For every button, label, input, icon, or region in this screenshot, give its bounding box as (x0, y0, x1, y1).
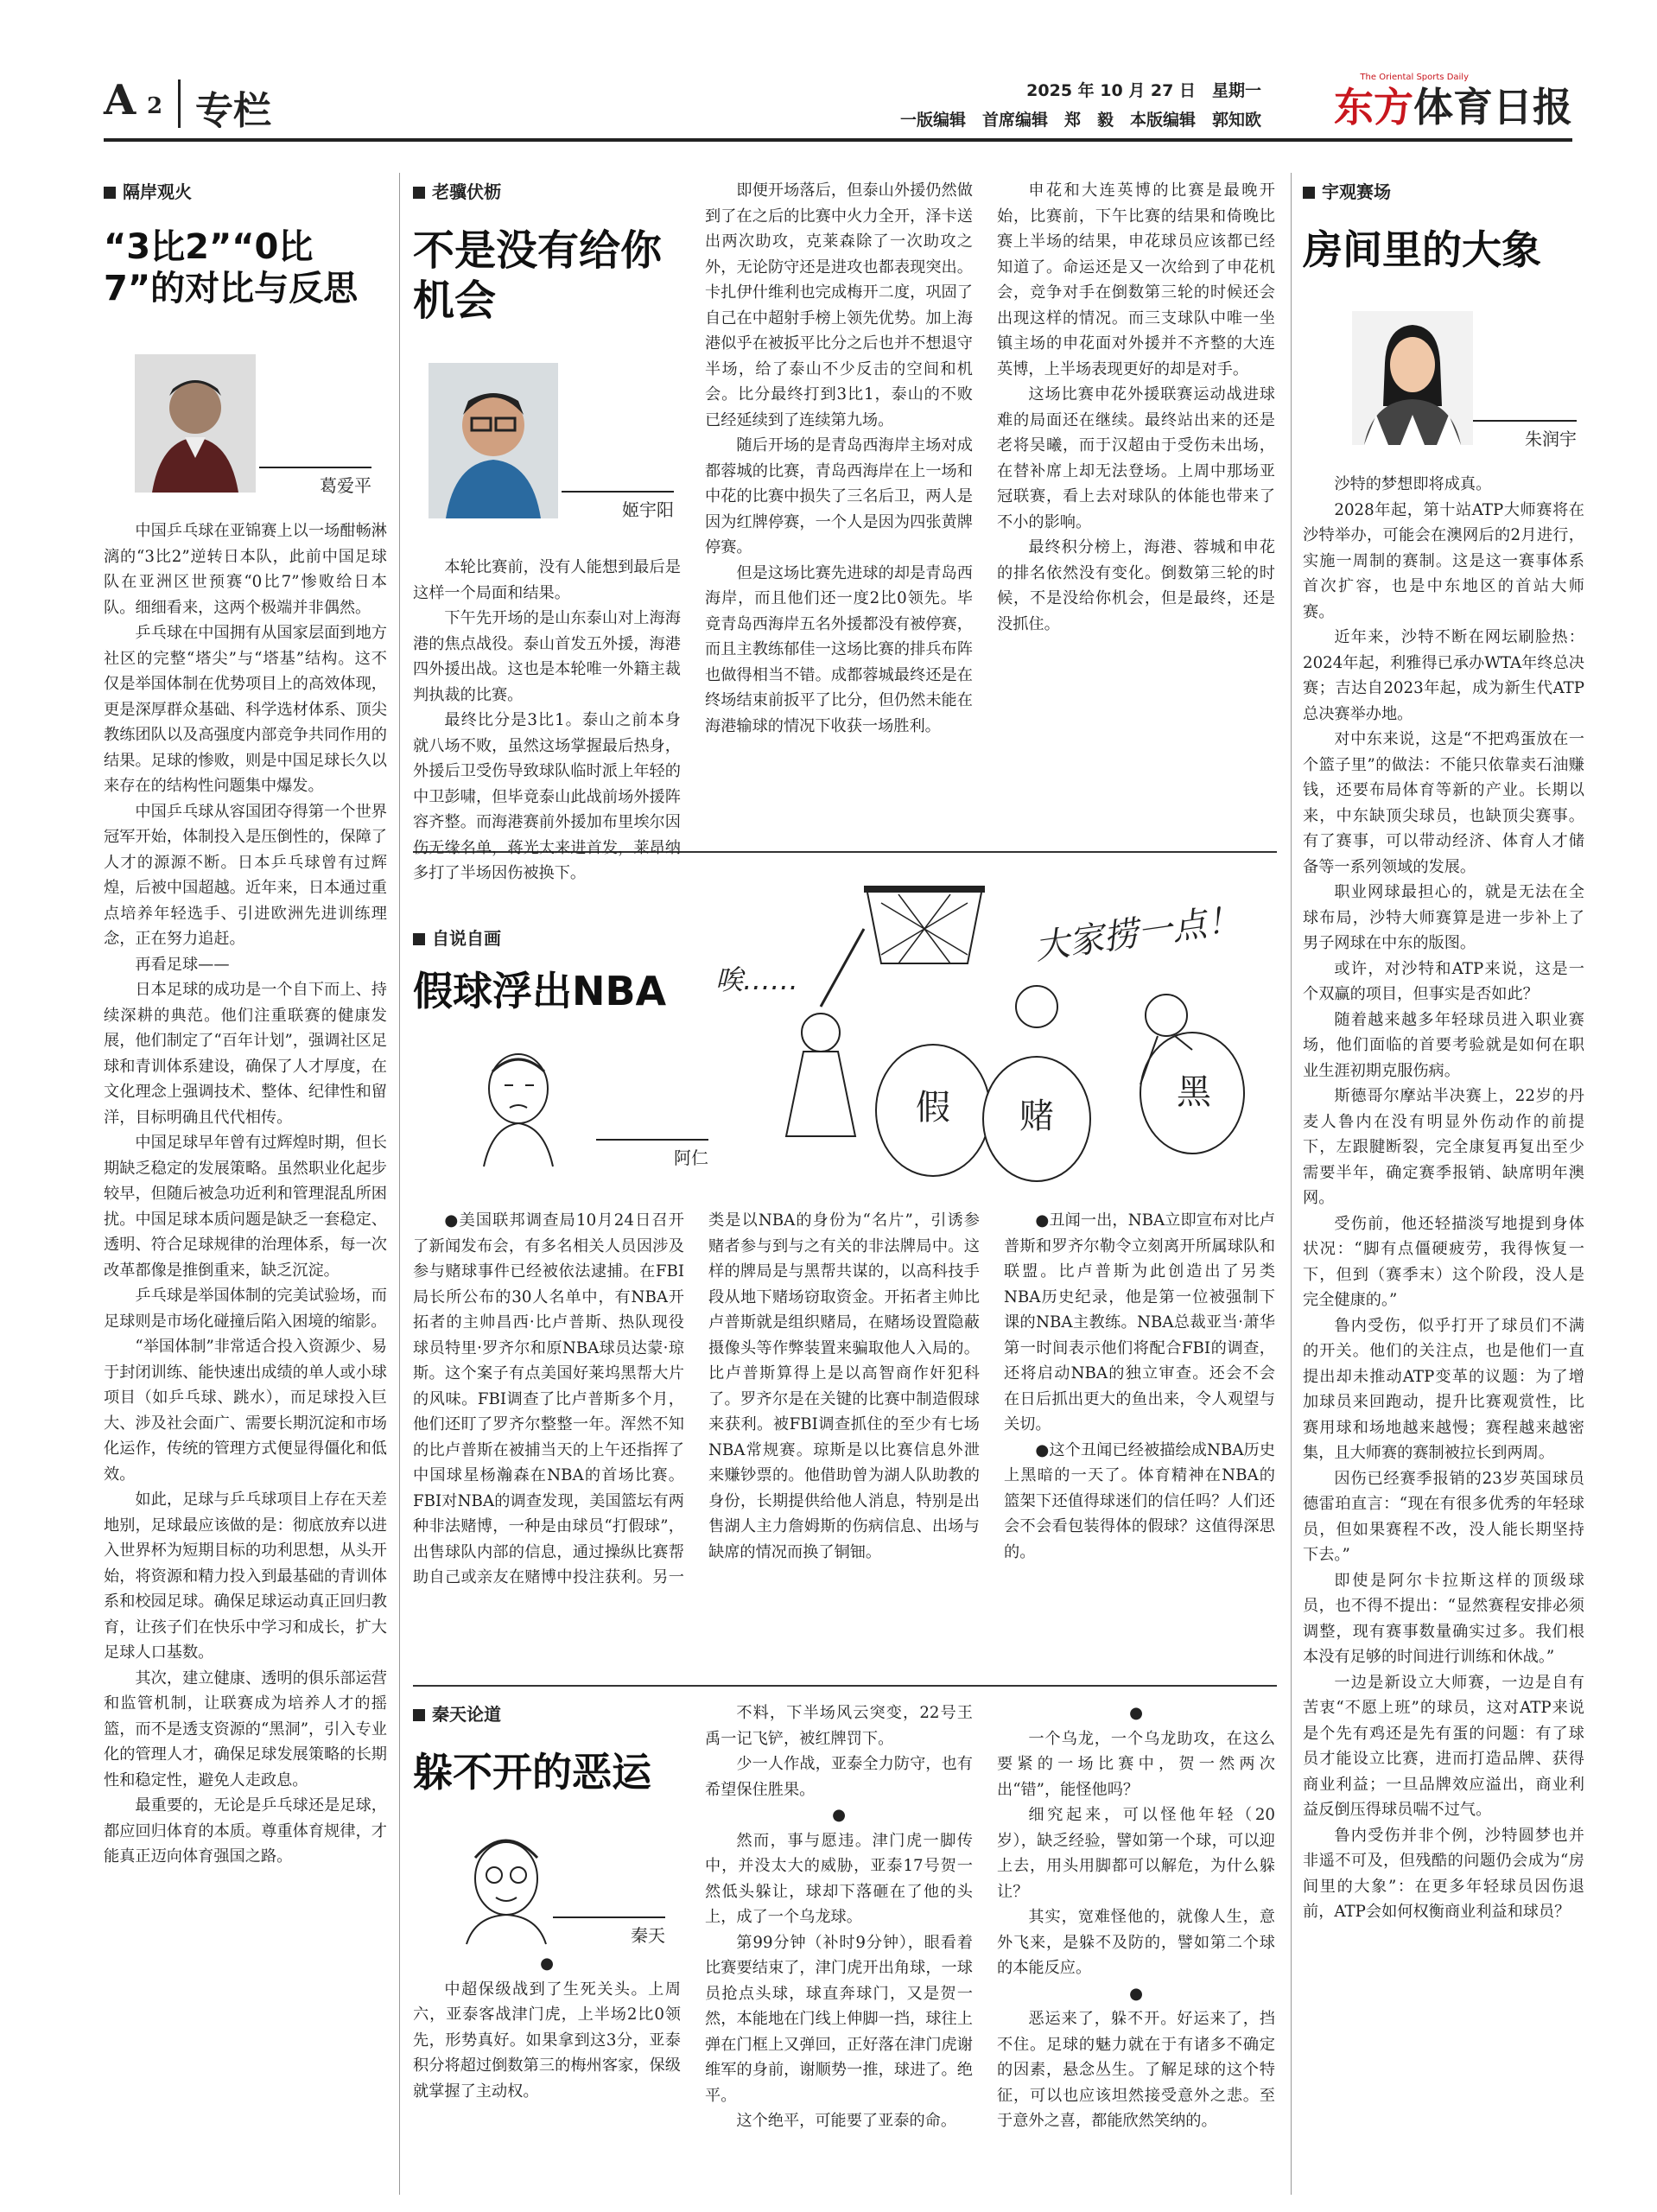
section-rule (413, 1685, 1277, 1687)
paragraph: 本轮比赛前，没有人能想到最后是这样一个局面和结果。 (413, 558, 681, 602)
paragraph: 斯德哥尔摩站半决赛上，22岁的丹麦人鲁内在没有明显外伤动作的前提下，左跟腱断裂，完全康复再复出至少需要半年，确定赛季报销、缺席明年澳网。 (1303, 1087, 1584, 1207)
author-photo (429, 363, 558, 518)
column-label: 秦天论道 (413, 1700, 501, 1726)
paragraph: 沙特的梦想即将成真。 (1334, 475, 1492, 493)
section-bullet: ● (1129, 1984, 1143, 2003)
paragraph: 少一人作战，亚泰全力防守，也有希望保住胜果。 (705, 1755, 973, 1799)
paragraph: 一个乌龙，一个乌龙助攻，在这么要紧的一场比赛中，贺一然两次出“错”，能怪他吗？ (997, 1729, 1275, 1799)
column-label: 老骥伏枥 (413, 178, 501, 203)
cartoon-sigh: 唉…… (715, 963, 799, 996)
paragraph: 最终比分是3比1。泰山之前本身就八场不败，虽然这场掌握最后热身，外援后卫受伤导致球队临时派上年轻的中卫彭啸，但毕竟泰山此战前场外援阵容齐整。而海港赛前外援加布里埃尔因伤无缘名单，蒋光太来进首发，莱昂纳多打了半场因伤被换下。 (413, 711, 681, 882)
page-header (104, 73, 1572, 142)
paragraph: 细究起来，可以怪他年轻（20岁），缺乏经验，譬如第一个球，可以迎上去，用头用脚都可以解危，为什么躲让？ (997, 1806, 1275, 1901)
paragraph: ●这个丑闻已经被描绘成NBA历史上黑暗的一天了。体育精神在NBA的篮架下还值得球迷们的信任吗？人们还会不会看包装得体的假球？这值得深思的。 (1004, 1440, 1275, 1561)
article-title: 不是没有给你机会 (413, 226, 663, 325)
author-photo (135, 354, 256, 493)
author-byline: 姬宇阳 (562, 491, 674, 521)
paragraph: 最终积分榜上，海港、蓉城和申花的排名依然没有变化。倒数第三轮的时候，不是没给你机会，但是最终，还是没抓住。 (997, 538, 1275, 633)
newspaper-logo (1334, 76, 1572, 133)
paragraph: 鲁内受伤并非个例，沙特圆梦也并非遥不可及，但残酷的问题仍会成为“房间里的大象”：在更多年轻球员因伤退前，ATP会如何权衡商业利益和球员？ (1303, 1826, 1584, 1921)
paragraph: 乒乓球是举国体制的完美试验场，而足球则是市场化碰撞后陷入困境的缩影。 (104, 1287, 387, 1331)
bag-label: 黑 (1177, 1072, 1211, 1112)
article-title: “3比2”“0比7”的对比与反思 (104, 227, 359, 308)
paragraph: 其次，建立健康、透明的俱乐部运营和监管机制，让联赛成为培养人才的摇篮，而不是透支资源的“黑洞”，引入专业化的管理人才，确保足球发展策略的长期性和稳定性，避免人走政息。 (104, 1669, 387, 1789)
paragraph: 乒乓球在中国拥有从国家层面到地方社区的完整“塔尖”与“塔基”结构。这不仅是举国体制在优势项目上的高效体现，更是深厚群众基础、科学选材体系、顶尖教练团队以及高强度内部竞争共同作用的结果。足球的惨败，则是中国足球长久以来存在的结构性问题集中爆发。 (104, 624, 387, 795)
paragraph: 这个绝平，可能要了亚泰的命。 (736, 2112, 957, 2130)
article-body-col1 (413, 1951, 681, 2193)
article-title: 房间里的大象 (1303, 226, 1541, 273)
article-body-col3 (997, 1700, 1275, 2193)
section-bullet: ● (1129, 1704, 1143, 1722)
page-letter: A (104, 76, 136, 124)
paragraph: 然而，事与愿违。津门虎一脚传中，并没太大的威胁，亚泰17号贺一然低头躲让，球却下落砸在了他的头上，成了一个乌龙球。 (705, 1831, 973, 1926)
author-byline: 葛爱平 (259, 467, 371, 497)
author-byline: 朱润宇 (1473, 420, 1577, 450)
article-body (413, 1208, 1275, 1675)
date-editors (900, 76, 1261, 135)
paragraph: 近年来，沙特不断在网坛刷脸热：2024年起，利雅得已承办WTA年终总决赛；吉达自2023年起，成为新生代ATP总决赛举办地。 (1303, 628, 1584, 723)
paragraph: 或许，对沙特和ATP来说，这是一个双赢的项目，但事实是否如此？ (1303, 959, 1584, 1003)
paragraph: 不料，下半场风云突变，22号王禹一记飞铲，被红牌罚下。 (705, 1704, 973, 1748)
page-number: 2 (147, 93, 163, 119)
author-photo (1352, 311, 1473, 445)
cartoonist-sketch (449, 1037, 596, 1166)
article-body (104, 518, 387, 2186)
paragraph: 中国乒乓球从容国团夺得第一个世界冠军开始，体制投入是压倒性的，保障了人才的源源不断。日本乒乓球曾有过辉煌，后被中国超越。近年来，日本通过重点培养年轻选手、引进欧洲先进训练理念，正在努力追赶。 (104, 802, 387, 948)
author-sketch (441, 1815, 570, 1944)
article-title: 躲不开的恶运 (413, 1749, 651, 1796)
paragraph: 职业网球最担心的，就是无法在全球布局，沙特大师赛算是进一步补上了男子网球在中东的版图。 (1303, 883, 1584, 952)
paragraph: 下午先开场的是山东泰山对上海海港的焦点战役。泰山首发五外援，海港四外援出战。这也是本轮唯一外籍主裁判执裁的比赛。 (413, 609, 681, 704)
cartoon-illustration (708, 860, 1279, 1188)
author-byline: 阿仁 (596, 1139, 708, 1169)
logo-red: 东方 (1334, 84, 1413, 130)
hoop-rim (864, 886, 985, 893)
paragraph: 这场比赛申花外援联赛运动战进球难的局面还在继续。最终站出来的还是老将吴曦，而于汉超由于受伤未出场，在替补席上却无法登场。上周中那场亚冠联赛，看上去对球队的体能也带来了不小的影响。 (997, 385, 1275, 531)
paragraph: 如此，足球与乒乓球项目上存在天差地别，足球最应该做的是：彻底放弃以进入世界杯为短期目标的功利思想，从头开始，将资源和精力投入到最基础的青训体系和校园足球。确保足球运动真正回归教育，让孩子们在快乐中学习和成长，扩大足球人口基数。 (104, 1491, 387, 1662)
section-bullet: ● (540, 1955, 554, 1973)
paragraph: 随着越来越多年轻球员进入职业赛场，他们面临的首要考验就是如何在职业生涯初期克服伤病。 (1303, 1010, 1584, 1080)
author-byline: 秦天 (553, 1916, 665, 1947)
article-title: 假球浮出NBA (413, 968, 667, 1014)
paragraph: 鲁内受伤，似乎打开了球员们不满的开关。他们的关注点，也是他们一直提出却未推动ATP变革的议题：为了增加球员来回跑动，提升比赛观赏性，比赛用球和场地越来越慢；赛程越来越密集，且大师赛的赛制被拉长到两周。 (1303, 1316, 1584, 1462)
column-label: 宇观赛场 (1303, 178, 1391, 203)
paragraph: ●丑闻一出，NBA立即宣布对比卢普斯和罗齐尔勒令立刻离开所属球队和联盟。比卢普斯为此创造出了另类NBA历史纪录，他是第一位被强制下课的NBA主教练。NBA总裁亚当·萧华第一时间表示他们将配合FBI的调查，还将启动NBA的独立审查。还会不会在日后抓出更大的鱼出来，令人观望与关切。 (1004, 1211, 1275, 1433)
paragraph: 其实，宽难怪他的，就像人生，意外飞来，是躲不及防的，譬如第二个球的本能反应。 (997, 1908, 1275, 1977)
paragraph: 申花和大连英博的比赛是最晚开始，比赛前，下午比赛的结果和倚晚比赛上半场的结果，申花球员应该都已经知道了。命运还是又一次给到了申花机会，竞争对手在倒数第三轮的时候还会出现这样的情况。而三支球队中唯一坐镇主场的申花面对外援并不齐整的大连英博，上半场表现更好的却是对手。 (997, 181, 1275, 378)
column-rule (1291, 173, 1292, 2195)
column-label: 隔岸观火 (104, 178, 192, 203)
paragraph: 2028年起，第十站ATP大师赛将在沙特举办，可能会在澳网后的2月进行，实施一周制的赛制。这是这一赛事体系首次扩容，也是中东地区的首站大师赛。 (1303, 500, 1584, 621)
logo-black: 体育日报 (1413, 84, 1572, 130)
column-label: 自说自画 (413, 925, 501, 950)
bag-label: 假 (916, 1088, 950, 1128)
paragraph: ●美国联邦调查局10月24日召开了新闻发布会，有多名相关人员因涉及参与赌球事件已经被依法逮捕。在FBI局长所公布的30人名单中，有NBA开拓者的主帅昌西·比卢普斯、热队现役球员特里·罗齐尔和原NBA球员达蒙·琼斯。这个案子有点美国好莱坞黑帮大片的风味。FBI调查了比卢普斯多个月，他们还盯了罗齐尔整整一年。浑然不知的比卢普斯在被捕当天的上午还指挥了中国球星杨瀚森在NBA的首场比赛。FBI对NBA的调查发现，美国篮坛有两种非法赌博，一种是由球员“打假球”，出售球队内部的信息，通过操纵比赛帮助自己或亲友在赌博中投注获利。另一类是以NBA的身份为“名片”，引诱参赌者参与到与之有关的非法牌局中。这样的牌局是与黑帮共谋的，以高科技手段从地下赌场窃取资金。开拓者主帅比卢普斯就是组织赌局，在赌场设置隐蔽摄像头等作弊装置来骗取他人入局的。比卢普斯算得上是以高智商作奸犯科了。罗齐尔是在关键的比赛中制造假球来获利。被FBI调查抓住的至少有七场NBA常规赛。琼斯是以比赛信息外泄来赚钞票的。他借助曾为湖人队助教的身份，长期提供给他人消息，特别是出售湖人主力詹姆斯的伤病信息、出场与缺席的情况而换了铜钿。 (413, 1211, 980, 1586)
article-body-col2 (705, 1700, 973, 2193)
paragraph: “举国体制”非常适合投入资源少、易于封闭训练、能快速出成绩的单人或小球项目（如乒乓球、跳水），而足球投入巨大、涉及社会面广、需要长期沉淀和市场化运作，传统的管理方式便显得僵化和低效。 (104, 1338, 387, 1484)
paragraph: 但是这场比赛先进球的却是青岛西海岸，而且他们还一度2比0领先。毕竟青岛西海岸五名外援都没有被停赛，而且主教练郁佳一这场比赛的排兵布阵也做得相当不错。成都蓉城最终还是在终场结束前扳平了比分，但仍然未能在海港输球的情况下收获一场胜利。 (705, 563, 973, 735)
paragraph: 一边是新设立大师赛，一边是自有苦衷“不愿上班”的球员，这对ATP来说是个先有鸡还是先有蛋的问题：有了球员才能设立比赛，进而打造品牌、获得商业利益；一旦品牌效应溢出，商业利益反倒压得球员喘不过气。 (1303, 1673, 1584, 1819)
paragraph: 随后开场的是青岛西海岸主场对成都蓉城的比赛，青岛西海岸在上一场和中花的比赛中损失了三名后卫，两人是因为红牌停赛，一个人是因为四张黄牌停赛。 (705, 436, 973, 556)
paragraph: 受伤前，他还轻描淡写地提到身体状况：“脚有点僵硬疲劳，我得恢复一下，但到（赛季末）这个阶段，没人是完全健康的。” (1303, 1214, 1584, 1309)
logo-english: The Oriental Sports Daily (1360, 73, 1469, 82)
section-title: 专栏 (195, 89, 271, 133)
date-line: 2025 年 10 月 27 日 星期一 (1026, 81, 1261, 100)
section-bullet: ● (832, 1806, 846, 1824)
paragraph: 最重要的，无论是乒乓球还是足球，都应回归体育的本质。尊重体育规律，才能真正迈向体育强国之路。 (104, 1796, 387, 1866)
paragraph: 即使是阿尔卡拉斯这样的顶级球员，也不得不提出：“显然赛程安排必须调整，现有赛事数量确实过多。我们根本没有足够的时间进行训练和休战。” (1303, 1571, 1584, 1666)
paragraph: 即便开场落后，但泰山外援仍然做到了在之后的比赛中火力全开，泽卡送出两次助攻，克莱森除了一次助攻之外，无论防守还是进攻也都表现突出。卡扎伊什维利也完成梅开二度，巩固了自己在中超射手榜上领先优势。加上海港似乎在被扳平比分之后也并不想退守半场，给了泰山不少反击的空间和机会。比分最终打到3比1，泰山的不败已经延续到了连续第九场。 (705, 181, 973, 429)
article-body-col1 (413, 555, 681, 882)
bag-label: 赌 (1019, 1096, 1054, 1136)
paragraph: 中国乒乓球在亚锦赛上以一场酣畅淋漓的“3比2”逆转日本队，此前中国足球队在亚洲区世预赛“0比7”惨败给日本队。细细看来，这两个极端并非偶然。 (104, 522, 387, 617)
paragraph: 中超保级战到了生死关头。上周六，亚泰客战津门虎，上半场2比0领先，形势真好。如果拿到这3分，亚泰积分将超过倒数第三的梅州客家，保级就掌握了主动权。 (413, 1980, 681, 2101)
header-divider (178, 79, 181, 128)
paragraph: 第99分钟（补时9分钟），眼看着比赛要结束了，津门虎开出角球，一球员抢点头球，球直奔球门，又是贺一然，本能地在门线上伸脚一挡，球往上弹在门框上又弹回，正好落在津门虎谢维军的身前，谢顺势一推，球进了。绝平。 (705, 1933, 973, 2105)
cartoon-caption: 大家捞一点！ (1032, 899, 1244, 968)
column-rule (399, 173, 400, 2195)
editors-line: 一版编辑 首席编辑 郑 毅 本版编辑 郭知欧 (899, 111, 1261, 130)
paragraph: 日本足球的成功是一个自下而上、持续深耕的典范。他们注重联赛的健康发展，他们制定了“百年计划”，强调社区足球和青训体系建设，确保了人才厚度，在文化理念上强调技术、整体、纪律性和留洋，目标明确且代代相传。 (104, 981, 387, 1127)
paragraph: 因伤已经赛季报销的23岁英国球员德雷珀直言：“现在有很多优秀的年轻球员，但如果赛程不改，没人能长期坚持下去。” (1303, 1469, 1584, 1564)
paragraph: 中国足球早年曾有过辉煌时期，但长期缺乏稳定的发展策略。虽然职业化起步较早，但随后被急功近利和管理混乱所困扰。中国足球本质问题是缺乏一套稳定、透明、符合足球规律的治理体系，每一次改革都像是推倒重来，缺乏沉淀。 (104, 1134, 387, 1280)
paragraph: 对中东来说，这是“不把鸡蛋放在一个篮子里”的做法：不能只依靠卖石油赚钱，还要布局体育等新的产业。长期以来，中东缺顶尖球员，也缺顶尖赛事。有了赛事，可以带动经济、体育人才储备等一系列领域的发展。 (1303, 730, 1584, 876)
article-body (1303, 472, 1584, 2191)
paragraph: 恶运来了，躲不开。好运来了，挡不住。足球的魅力就在于有诸多不确定的因素，悬念丛生。了解足球的这个特征，可以也应该坦然接受意外之悲。至于意外之喜，都能欣然笑纳的。 (997, 2010, 1275, 2130)
article-body-col2 (705, 178, 973, 830)
paragraph: 再看足球—— (135, 955, 230, 974)
article-body-col3 (997, 178, 1275, 830)
